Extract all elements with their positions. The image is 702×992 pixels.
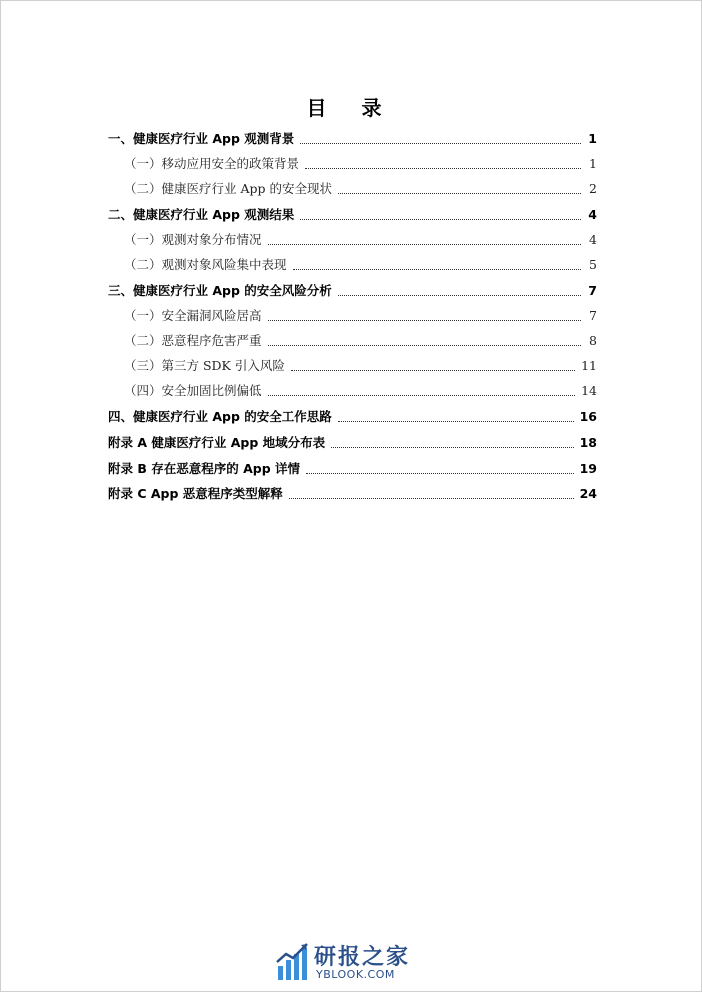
toc-entry-page: 19: [579, 461, 597, 476]
toc-entry[interactable]: [108, 408, 597, 426]
dot-leader: [300, 218, 581, 220]
toc-entry-page: 4: [588, 207, 597, 222]
watermark-domain: YBLOOK.COM: [316, 968, 395, 981]
toc-entry[interactable]: [108, 206, 597, 224]
toc-entry-label: （一）移动应用安全的政策背景: [124, 156, 300, 171]
dot-leader: [268, 319, 581, 321]
toc-entry[interactable]: [108, 434, 597, 452]
dot-leader: [305, 167, 581, 169]
bar-chart-logo-icon: [276, 942, 310, 982]
toc-title: 目 录: [306, 96, 396, 120]
toc-entry[interactable]: [108, 485, 597, 503]
toc-entry-label: （二）观测对象风险集中表现: [124, 257, 287, 272]
dot-leader: [293, 268, 581, 270]
toc-entry-page: 7: [589, 308, 597, 323]
toc-entry-label: 一、健康医疗行业 App 观测背景: [108, 131, 295, 146]
toc-entry-label: 附录 A 健康医疗行业 App 地域分布表: [108, 435, 326, 450]
toc-entry[interactable]: [108, 130, 597, 148]
toc-entry[interactable]: [108, 460, 597, 478]
toc-entry[interactable]: [124, 231, 597, 249]
toc-entry-page: 24: [579, 486, 597, 501]
toc-entry-page: 2: [589, 181, 597, 196]
toc-entry-page: 1: [589, 156, 597, 171]
toc-entry-page: 18: [579, 435, 597, 450]
dot-leader: [338, 294, 581, 296]
toc-entry[interactable]: [124, 256, 597, 274]
toc-entry-label: 附录 C App 恶意程序类型解释: [108, 486, 283, 501]
dot-leader: [338, 420, 574, 422]
toc-entry[interactable]: [124, 382, 597, 400]
dot-leader: [338, 192, 581, 194]
dot-leader: [300, 142, 581, 144]
toc-entry-page: 5: [589, 257, 597, 272]
dot-leader: [289, 497, 574, 499]
toc-entry[interactable]: [124, 180, 597, 198]
toc-entry-label: 四、健康医疗行业 App 的安全工作思路: [108, 409, 332, 424]
dot-leader: [268, 394, 576, 396]
toc-entry-label: 三、健康医疗行业 App 的安全风险分析: [108, 283, 332, 298]
toc-entry-page: 8: [589, 333, 597, 348]
toc-entry-label: （四）安全加固比例偏低: [124, 383, 262, 398]
watermark-name: 研报之家: [314, 945, 411, 970]
toc-entry-label: （二）健康医疗行业 App 的安全现状: [124, 181, 332, 196]
toc-entry-page: 7: [588, 283, 597, 298]
toc-entry-page: 16: [579, 409, 597, 424]
toc-entry-page: 11: [581, 358, 597, 373]
dot-leader: [268, 344, 581, 346]
dot-leader: [306, 472, 574, 474]
toc-entry[interactable]: [124, 155, 597, 173]
toc-entry[interactable]: [124, 357, 597, 375]
toc-entry-label: （三）第三方 SDK 引入风险: [124, 358, 285, 373]
toc-entry-page: 1: [588, 131, 597, 146]
dot-leader: [291, 369, 575, 371]
toc-entry-label: 附录 B 存在恶意程序的 App 详情: [108, 461, 301, 476]
toc-entry[interactable]: [108, 282, 597, 300]
dot-leader: [268, 243, 581, 245]
toc-entry-label: （一）安全漏洞风险居高: [124, 308, 262, 323]
toc-entry-page: 14: [581, 383, 597, 398]
toc-entry-label: （二）恶意程序危害严重: [124, 333, 262, 348]
watermark-logo: [276, 940, 436, 984]
toc-entry-label: （一）观测对象分布情况: [124, 232, 262, 247]
toc-entry-label: 二、健康医疗行业 App 观测结果: [108, 207, 295, 222]
toc-entry-page: 4: [589, 232, 597, 247]
toc-entry[interactable]: [124, 307, 597, 325]
dot-leader: [331, 446, 573, 448]
toc-entry[interactable]: [124, 332, 597, 350]
